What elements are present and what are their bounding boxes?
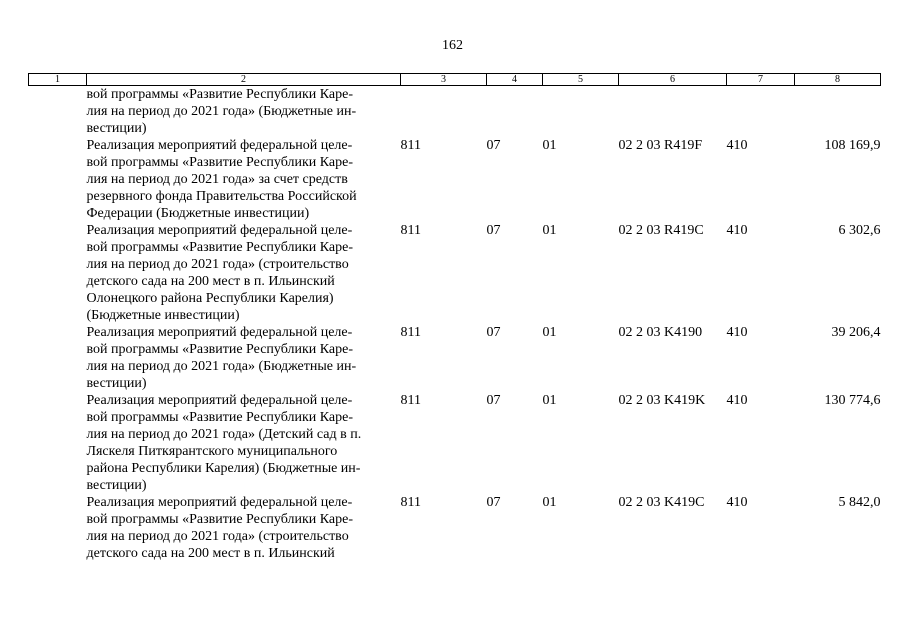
target-article-code: 02 2 03 K419C [618,495,705,510]
column-number: 8 [795,74,881,86]
ministry-code: 811 [400,138,421,153]
column-number: 4 [487,74,543,86]
column-number: 1 [29,74,87,86]
section-code: 07 [486,223,501,238]
item-name: Реализация мероприятий федеральной целе- вой программы «Развитие Республики Каре- лия на период до 2021 года» за счет средств резервного фонда Правительства Российской Федерации (Бюджетные инвестиции) [86,138,357,221]
expense-type-code [727,86,795,138]
page-number: 162 [442,38,463,53]
subsection-code [543,86,619,138]
target-article-code: 02 2 03 K4190 [618,325,703,340]
column-number: 7 [727,74,795,86]
column-number: 6 [619,74,727,86]
subsection-code: 01 [542,223,557,238]
target-article-code [619,86,727,138]
ministry-code: 811 [400,495,421,510]
target-article-code: 02 2 03 K419K [618,393,706,408]
amount: 6 302,6 [838,223,881,238]
column-number-row [29,74,881,86]
item-name: Реализация мероприятий федеральной целе- вой программы «Развитие Республики Каре- лия на период до 2021 года» (Детский сад в п. Ляскеля Питкярантского муниципального района Республики Карелия) (Бюджетные ин- вестиции) [86,393,362,493]
row-index-cell [29,222,87,324]
ministry-code: 811 [400,223,421,238]
table-row [29,392,881,494]
row-index-cell [29,392,87,494]
expense-type-code: 410 [726,495,748,510]
amount: 108 169,9 [824,138,881,153]
section-code: 07 [486,393,501,408]
subsection-code: 01 [542,325,557,340]
amount [795,86,881,138]
amount: 39 206,4 [831,325,881,340]
table-row [29,86,881,138]
target-article-code: 02 2 03 R419C [618,223,704,238]
row-index-cell [29,324,87,392]
expense-type-code: 410 [726,138,748,153]
table-row [29,222,881,324]
expense-type-code: 410 [726,223,748,238]
subsection-code: 01 [542,138,557,153]
table-row [29,494,881,562]
item-name: Реализация мероприятий федеральной целе- вой программы «Развитие Республики Каре- лия на период до 2021 года» (Бюджетные ин- вестиции) [86,325,357,391]
target-article-code: 02 2 03 R419F [618,138,703,153]
expense-type-code: 410 [726,325,748,340]
table-row [29,324,881,392]
row-index-cell [29,494,87,562]
column-number: 2 [87,74,401,86]
section-code: 07 [486,495,501,510]
section-code [487,86,543,138]
amount: 5 842,0 [838,495,881,510]
column-number: 5 [543,74,619,86]
section-code: 07 [486,325,501,340]
item-name: Реализация мероприятий федеральной целе- вой программы «Развитие Республики Каре- лия на период до 2021 года» (строительство детского сада на 200 мест в п. Ильинский Олонецкого района Республики Карелия) (Бюджетные инвестиции) [86,223,354,323]
item-name: вой программы «Развитие Республики Каре- лия на период до 2021 года» (Бюджетные ин- вестиции) [86,87,357,136]
ministry-code: 811 [400,393,421,408]
subsection-code: 01 [542,495,557,510]
table-row [29,137,881,222]
amount: 130 774,6 [824,393,881,408]
subsection-code: 01 [542,393,557,408]
table-body [29,86,881,563]
column-number: 3 [401,74,487,86]
ministry-code [401,86,487,138]
ministry-code: 811 [400,325,421,340]
row-index-cell [29,137,87,222]
expense-type-code: 410 [726,393,748,408]
budget-table [28,73,881,562]
item-name: Реализация мероприятий федеральной целе- вой программы «Развитие Республики Каре- лия на период до 2021 года» (строительство детского сада на 200 мест в п. Ильинский [86,495,354,561]
row-index-cell [29,86,87,138]
section-code: 07 [486,138,501,153]
